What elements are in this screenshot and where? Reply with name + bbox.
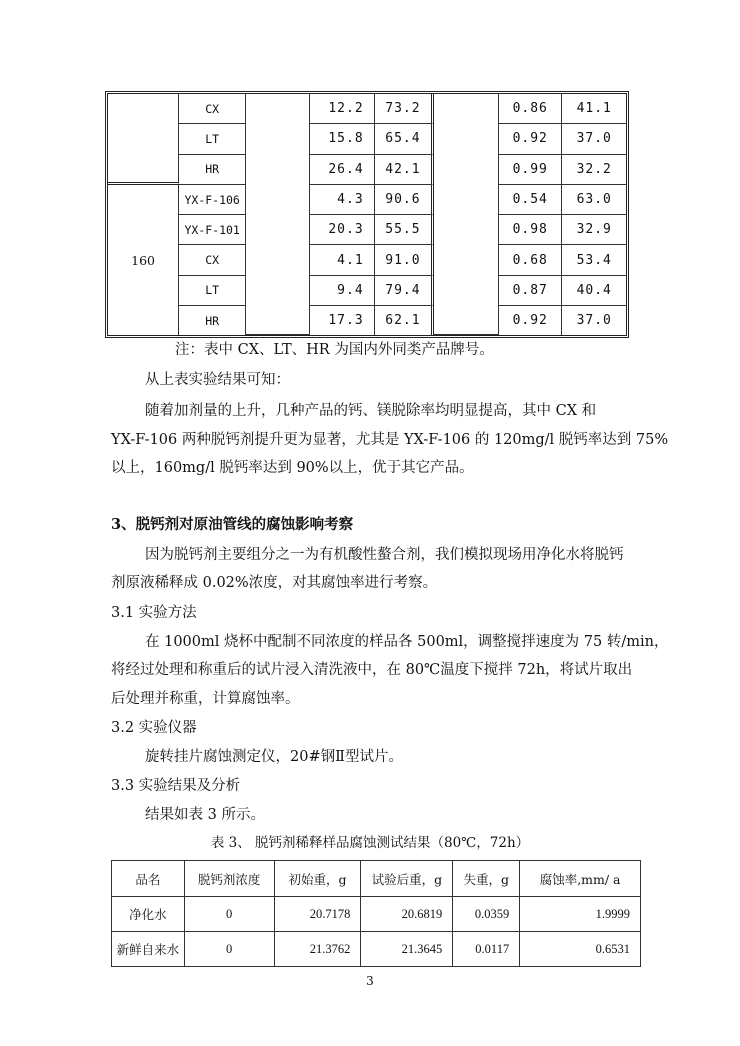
mg-rate-cell: 32.9 <box>562 215 626 245</box>
mg-rate-cell: 41.1 <box>562 94 626 124</box>
product-cell: YX-F-106 <box>179 185 246 215</box>
product-cell: LT <box>179 124 246 154</box>
column-header: 初始重，g <box>274 861 361 897</box>
mg-rate-cell: 32.2 <box>562 155 626 185</box>
mg-rate-cell: 53.4 <box>562 245 626 275</box>
ca-cell: 15.8 <box>310 124 375 154</box>
ca-rate-cell: 73.2 <box>375 94 435 124</box>
mg-rate-cell: 40.4 <box>562 276 626 306</box>
ca-cell: 20.3 <box>310 215 375 245</box>
dose-cell-empty <box>108 94 179 185</box>
mg-cell: 0.98 <box>499 215 562 245</box>
paragraph-line: 剂原液稀释成 0.02%浓度，对其腐蚀率进行考察。 <box>111 575 438 591</box>
product-cell: HR <box>179 306 246 335</box>
ca-cell: 26.4 <box>310 155 375 185</box>
mg-cell: 0.86 <box>499 94 562 124</box>
product-cell: CX <box>179 94 246 124</box>
ca-rate-cell: 42.1 <box>375 155 435 185</box>
dose-cell: 160 <box>108 185 179 335</box>
table-note: 注：表中 CX、LT、HR 为国内外同类产品牌号。 <box>175 342 494 358</box>
section-3-title: 3、脱钙剂对原油管线的腐蚀影响考察 <box>111 516 354 533</box>
ca-rate-cell: 62.1 <box>375 306 435 335</box>
paragraph-line: 因为脱钙剂主要组分之一为有机酸性螯合剂，我们模拟现场用净化水将脱钙 <box>145 547 624 563</box>
initial-weight-cell: 20.7178 <box>274 897 361 932</box>
table-row <box>108 94 626 124</box>
table-row <box>108 215 626 245</box>
corrosion-rate-cell: 0.6531 <box>520 932 641 967</box>
product-cell: HR <box>179 155 246 185</box>
paragraph-line: 结果如表 3 所示。 <box>145 807 265 823</box>
table-row <box>112 897 641 932</box>
table-header-row <box>112 861 641 897</box>
paragraph-line: 在 1000ml 烧杯中配制不同浓度的样品各 500ml，调整搅拌速度为 75 转/min， <box>145 634 669 650</box>
final-weight-cell: 21.3645 <box>361 932 453 967</box>
sample-name-cell: 新鲜自来水 <box>112 932 185 967</box>
table-3-caption: 表 3、 脱钙剂稀释样品腐蚀测试结果（80℃，72h） <box>210 835 530 851</box>
initial-weight-cell: 21.3762 <box>274 932 361 967</box>
paragraph-line: 随着加剂量的上升，几种产品的钙、镁脱除率均明显提高，其中 CX 和 <box>145 403 597 419</box>
column-header: 失重，g <box>453 861 520 897</box>
subsection-3-1-title: 3.1 实验方法 <box>111 605 197 621</box>
blank-column-cell <box>246 94 310 335</box>
product-cell: YX-F-101 <box>179 215 246 245</box>
table-row <box>108 185 626 215</box>
paragraph-line: 后处理并称重，计算腐蚀率。 <box>111 691 300 707</box>
ca-rate-cell: 90.6 <box>375 185 435 215</box>
ca-rate-cell: 65.4 <box>375 124 435 154</box>
ca-cell: 17.3 <box>310 306 375 335</box>
ca-rate-cell: 91.0 <box>375 245 435 275</box>
column-header: 品名 <box>112 861 185 897</box>
table-row <box>108 245 626 275</box>
table-1-continued <box>105 91 629 338</box>
mg-cell: 0.92 <box>499 306 562 335</box>
concentration-cell: 0 <box>184 932 274 967</box>
column-header: 腐蚀率,mm/ a <box>520 861 641 897</box>
corrosion-rate-cell: 1.9999 <box>520 897 641 932</box>
sample-name-cell: 净化水 <box>112 897 185 932</box>
paragraph-line: 旋转挂片腐蚀测定仪，20#钢Ⅱ型试片。 <box>145 749 403 765</box>
concentration-cell: 0 <box>184 897 274 932</box>
table-row <box>108 276 626 306</box>
paragraph-line: 以上，160mg/l 脱钙率达到 90%以上，优于其它产品。 <box>111 460 474 476</box>
mg-cell: 0.54 <box>499 185 562 215</box>
intro-text: 从上表实验结果可知： <box>145 372 290 388</box>
weight-loss-cell: 0.0359 <box>453 897 520 932</box>
product-cell: CX <box>179 245 246 275</box>
ca-rate-cell: 79.4 <box>375 276 435 306</box>
table-row <box>108 155 626 185</box>
mg-cell: 0.68 <box>499 245 562 275</box>
weight-loss-cell: 0.0117 <box>453 932 520 967</box>
column-header: 脱钙剂浓度 <box>184 861 274 897</box>
table-row <box>112 932 641 967</box>
mg-cell: 0.92 <box>499 124 562 154</box>
ca-rate-cell: 55.5 <box>375 215 435 245</box>
column-header: 试验后重，g <box>361 861 453 897</box>
mg-cell: 0.99 <box>499 155 562 185</box>
paragraph-line: 将经过处理和称重后的试片浸入清洗液中，在 80℃温度下搅拌 72h，将试片取出 <box>111 662 633 678</box>
table-3 <box>111 860 641 967</box>
ca-cell: 12.2 <box>310 94 375 124</box>
mg-rate-cell: 37.0 <box>562 124 626 154</box>
mg-rate-cell: 37.0 <box>576 313 612 329</box>
table-row <box>108 124 626 154</box>
final-weight-cell: 20.6819 <box>361 897 453 932</box>
subsection-3-2-title: 3.2 实验仪器 <box>111 720 197 736</box>
ca-cell: 4.1 <box>310 245 375 275</box>
page-number: 3 <box>366 974 374 988</box>
product-cell: LT <box>179 276 246 306</box>
table-row <box>108 306 626 335</box>
paragraph-line: YX-F-106 两种脱钙剂提升更为显著，尤其是 YX-F-106 的 120mg/l 脱钙率达到 75% <box>111 432 669 448</box>
mg-cell: 0.87 <box>499 276 562 306</box>
ca-cell: 4.3 <box>310 185 375 215</box>
subsection-3-3-title: 3.3 实验结果及分析 <box>111 778 241 794</box>
ca-cell: 9.4 <box>310 276 375 306</box>
blank-column-cell <box>434 94 499 335</box>
mg-rate-cell: 63.0 <box>562 185 626 215</box>
